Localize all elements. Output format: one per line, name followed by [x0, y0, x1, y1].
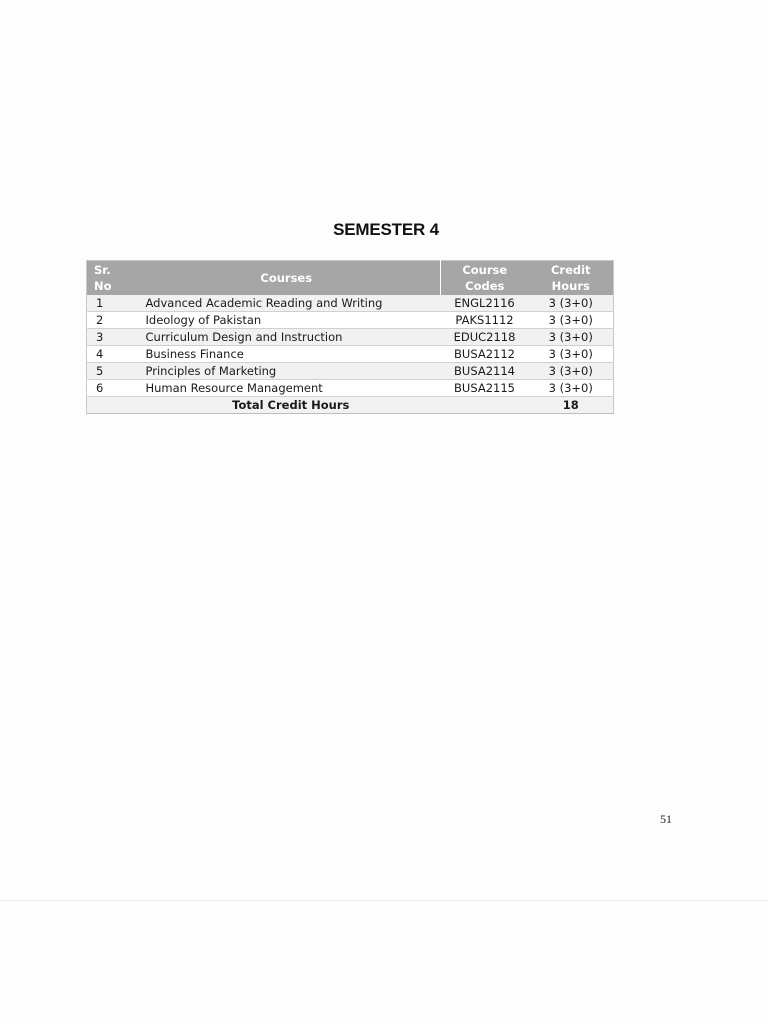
cell-credit-hours: 3 (3+0) — [529, 328, 614, 345]
cell-course: Curriculum Design and Instruction — [133, 328, 441, 345]
table-row — [87, 362, 614, 379]
cell-credit-hours: 3 (3+0) — [529, 295, 614, 312]
header-credit-hours-line1: Credit — [550, 262, 591, 277]
cell-sr-no: 4 — [87, 345, 133, 362]
page-number: 51 — [660, 812, 672, 826]
cell-credit-hours: 3 (3+0) — [529, 311, 614, 328]
cell-course: Business Finance — [133, 345, 441, 362]
cell-credit-hours: 3 (3+0) — [529, 379, 614, 396]
header-credit-hours-line2: Hours — [551, 278, 590, 293]
header-course-codes — [441, 261, 529, 295]
cell-course-code: BUSA2115 — [441, 379, 529, 396]
table-row — [87, 295, 614, 312]
cell-course: Human Resource Management — [133, 379, 441, 396]
cell-course-code: PAKS1112 — [441, 311, 529, 328]
cell-sr-no: 5 — [87, 362, 133, 379]
table-row — [87, 328, 614, 345]
cell-course: Ideology of Pakistan — [133, 311, 441, 328]
table-row — [87, 311, 614, 328]
cell-course-code: BUSA2112 — [441, 345, 529, 362]
total-credit-hours-value: 18 — [529, 396, 614, 413]
total-empty-cell — [441, 396, 529, 413]
header-course-codes-line2: Codes — [465, 278, 505, 293]
semester-course-table — [86, 260, 614, 414]
total-credit-hours-label: Total Credit Hours — [87, 396, 441, 413]
total-row — [87, 396, 614, 413]
page-title: SEMESTER 4 — [333, 220, 439, 239]
cell-sr-no: 3 — [87, 328, 133, 345]
cell-sr-no: 2 — [87, 311, 133, 328]
cell-credit-hours: 3 (3+0) — [529, 362, 614, 379]
table-row — [87, 379, 614, 396]
header-credit-hours — [529, 261, 614, 295]
page-edge-divider — [0, 900, 768, 901]
cell-credit-hours: 3 (3+0) — [529, 345, 614, 362]
cell-course: Advanced Academic Reading and Writing — [133, 295, 441, 312]
header-course-codes-line1: Course — [462, 262, 508, 277]
cell-course: Principles of Marketing — [133, 362, 441, 379]
cell-sr-no: 6 — [87, 379, 133, 396]
cell-course-code: ENGL2116 — [441, 295, 529, 312]
cell-sr-no: 1 — [87, 295, 133, 312]
table-header-row — [87, 261, 614, 295]
header-courses: Courses — [133, 261, 441, 295]
cell-course-code: BUSA2114 — [441, 362, 529, 379]
table-row — [87, 345, 614, 362]
cell-course-code: EDUC2118 — [441, 328, 529, 345]
header-sr-no: Sr. No — [87, 261, 133, 295]
